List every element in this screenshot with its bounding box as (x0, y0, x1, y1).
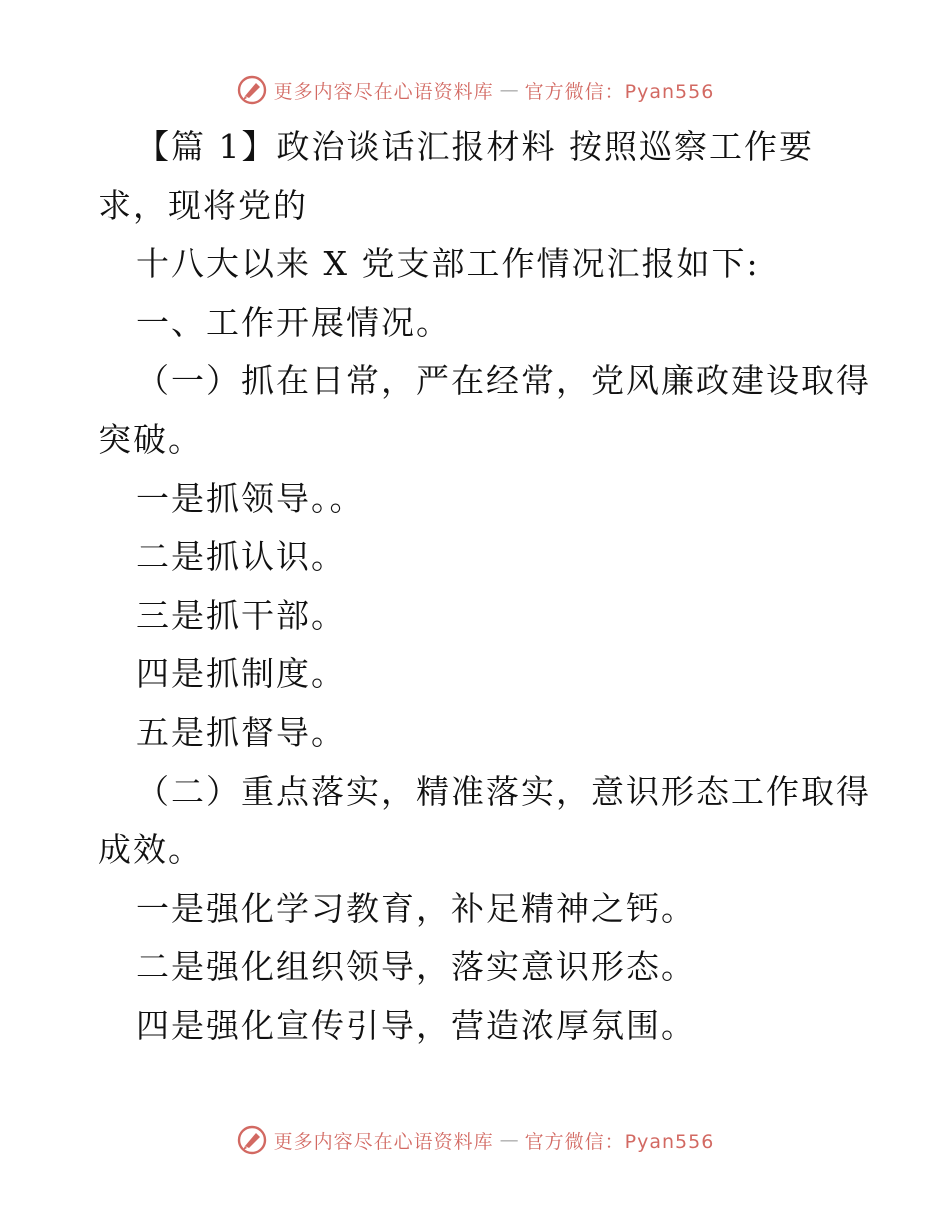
pen-seal-icon (236, 74, 268, 106)
list-item: 三是抓干部。 (136, 595, 346, 635)
subsection-heading-cont: 突破。 (98, 419, 203, 459)
watermark-separator: — (499, 79, 519, 101)
list-item: 二是强化组织领导，落实意识形态。 (136, 947, 696, 987)
pen-seal-icon (236, 1124, 268, 1156)
subsection-heading-cont: 成效。 (98, 830, 203, 870)
list-item: 四是抓制度。 (136, 654, 346, 694)
section-heading: 一、工作开展情况。 (136, 302, 451, 342)
body-line: 十八大以来 X 党支部工作情况汇报如下: (136, 244, 760, 284)
subsection-heading: （二）重点落实，精准落实，意识形态工作取得 (136, 771, 871, 811)
watermark-contact: 官方微信：Pyan556 (524, 80, 715, 103)
document-body (98, 118, 871, 1056)
list-item: 二是抓认识。 (136, 537, 346, 577)
heading-line: 【篇 1】政治谈话汇报材料 按照巡察工作要 (136, 127, 814, 166)
list-item: 四是强化宣传引导，营造浓厚氛围。 (136, 1005, 696, 1045)
watermark-brand: 更多内容尽在心语资料库 (273, 1130, 494, 1153)
footer-watermark (0, 1120, 950, 1160)
body-line: 求，现将党的 (98, 185, 308, 225)
watermark-contact: 官方微信：Pyan556 (524, 1130, 715, 1153)
list-item: 五是抓督导。 (136, 712, 346, 752)
list-item: 一是强化学习教育，补足精神之钙。 (136, 888, 696, 928)
watermark-brand: 更多内容尽在心语资料库 (273, 80, 494, 103)
watermark-separator: — (499, 1129, 519, 1151)
subsection-heading: （一）抓在日常，严在经常，党风廉政建设取得 (136, 361, 871, 401)
header-watermark (0, 70, 950, 110)
list-item: 一是抓领导。。 (136, 478, 365, 518)
